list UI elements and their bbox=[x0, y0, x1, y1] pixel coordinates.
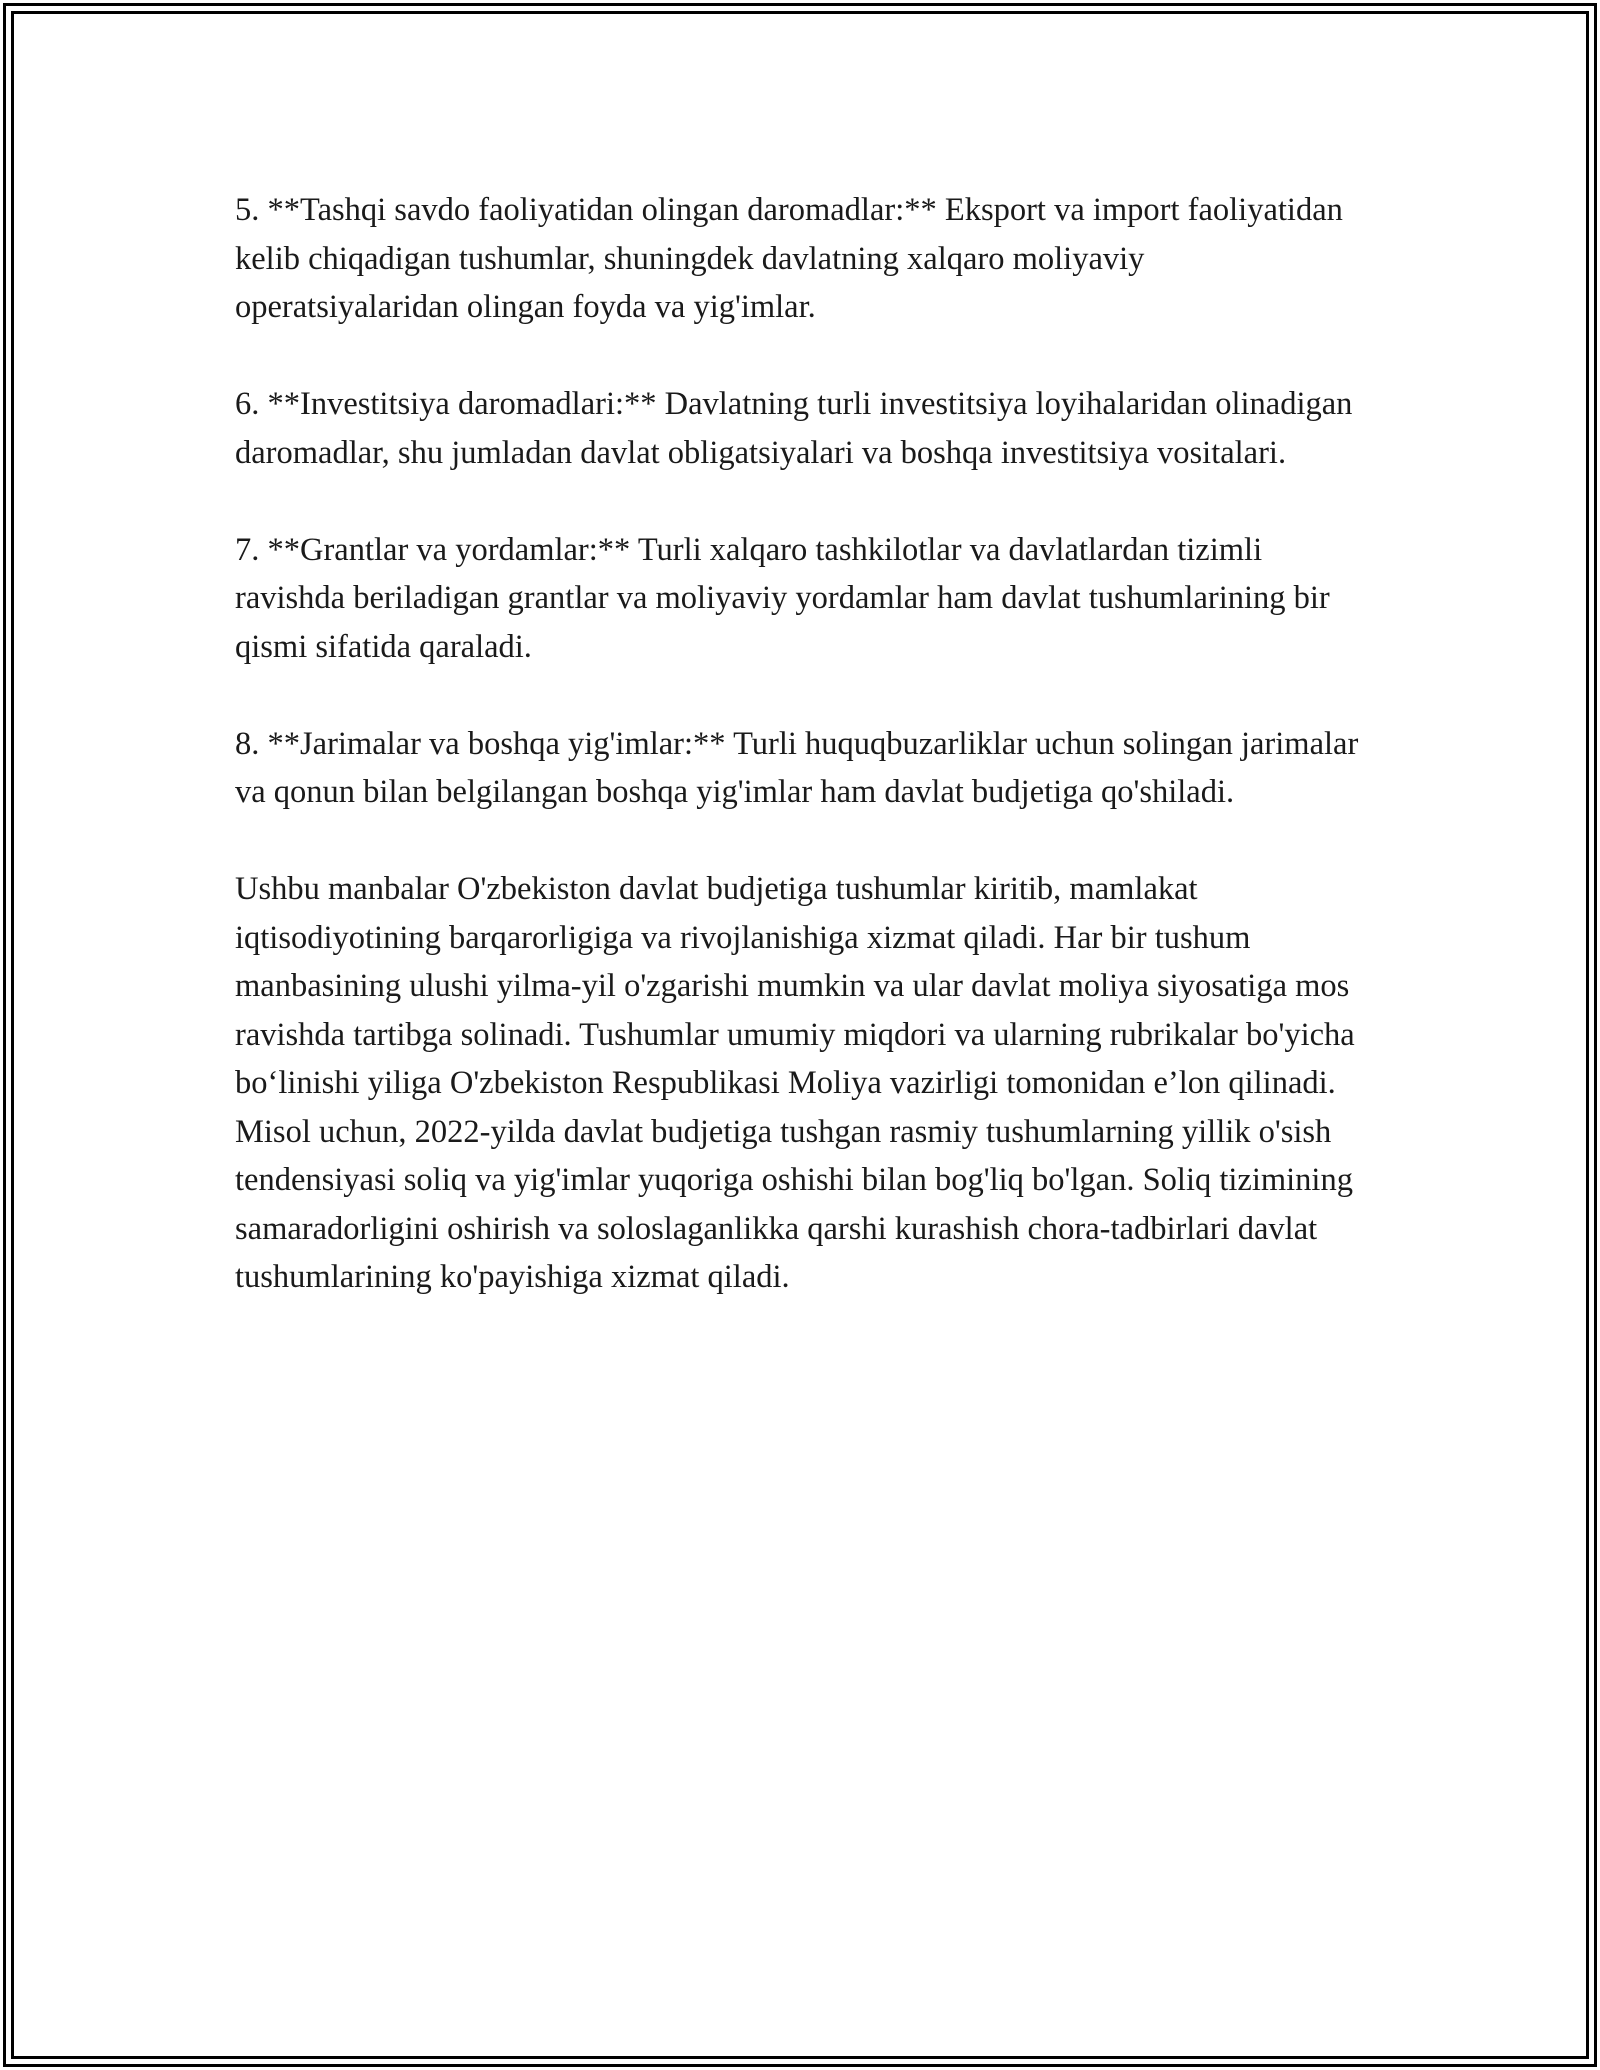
paragraph-item-6: 6. **Investitsiya daromadlari:** Davlatning turli investitsiya loyihalaridan olinadigan daromadlar, shu jumladan davlat obligatsiyalari va boshqa investitsiya vositalari. bbox=[235, 386, 1353, 471]
paragraph-item-8: 8. **Jarimalar va boshqa yig'imlar:** Turli huquqbuzarliklar uchun solingan jarimalar va qonun bilan belgilangan boshqa yig'imlar ham davlat budjetiga qo'shiladi. bbox=[235, 725, 1359, 810]
document-body bbox=[235, 186, 1370, 1350]
paragraph-item-5: 5. **Tashqi savdo faoliyatidan olingan daromadlar:** Eksport va import faoliyatidan kelib chiqadigan tushumlar, shuningdek davlatning xalqaro moliyaviy operatsiyalaridan olingan foyda va yig'imlar. bbox=[235, 192, 1343, 325]
paragraph-item-7: 7. **Grantlar va yordamlar:** Turli xalqaro tashkilotlar va davlatlardan tizimli ravishda beriladigan grantlar va moliyaviy yordamlar ham davlat tushumlarining bir qismi sifatida qaraladi. bbox=[235, 531, 1330, 665]
paragraph-summary: Ushbu manbalar O'zbekiston davlat budjetiga tushumlar kiritib, mamlakat iqtisodiyotining barqarorligiga va rivojlanishiga xizmat qiladi. Har bir tushum manbasining ulushi yilma-yil o'zgarishi mumkin va ular davlat moliya siyosatiga mos ravishda tartibga solinadi. Tushumlar umumiy miqdori va ularning rubrikalar bo'yicha bo‘linishi yiliga O'zbekiston Respublikasi Moliya vazirligi tomonidan e’lon qilinadi. Misol uchun, 2022-yilda davlat budjetiga tushgan rasmiy tushumlarning yillik o'sish tendensiyasi soliq va yig'imlar yuqoriga oshishi bilan bog'liq bo'lgan. Soliq tizimining samaradorligini oshirish va soloslaganlikka qarshi kurashish chora-tadbirlari davlat tushumlarining ko'payishiga xizmat qiladi. bbox=[235, 871, 1355, 1295]
